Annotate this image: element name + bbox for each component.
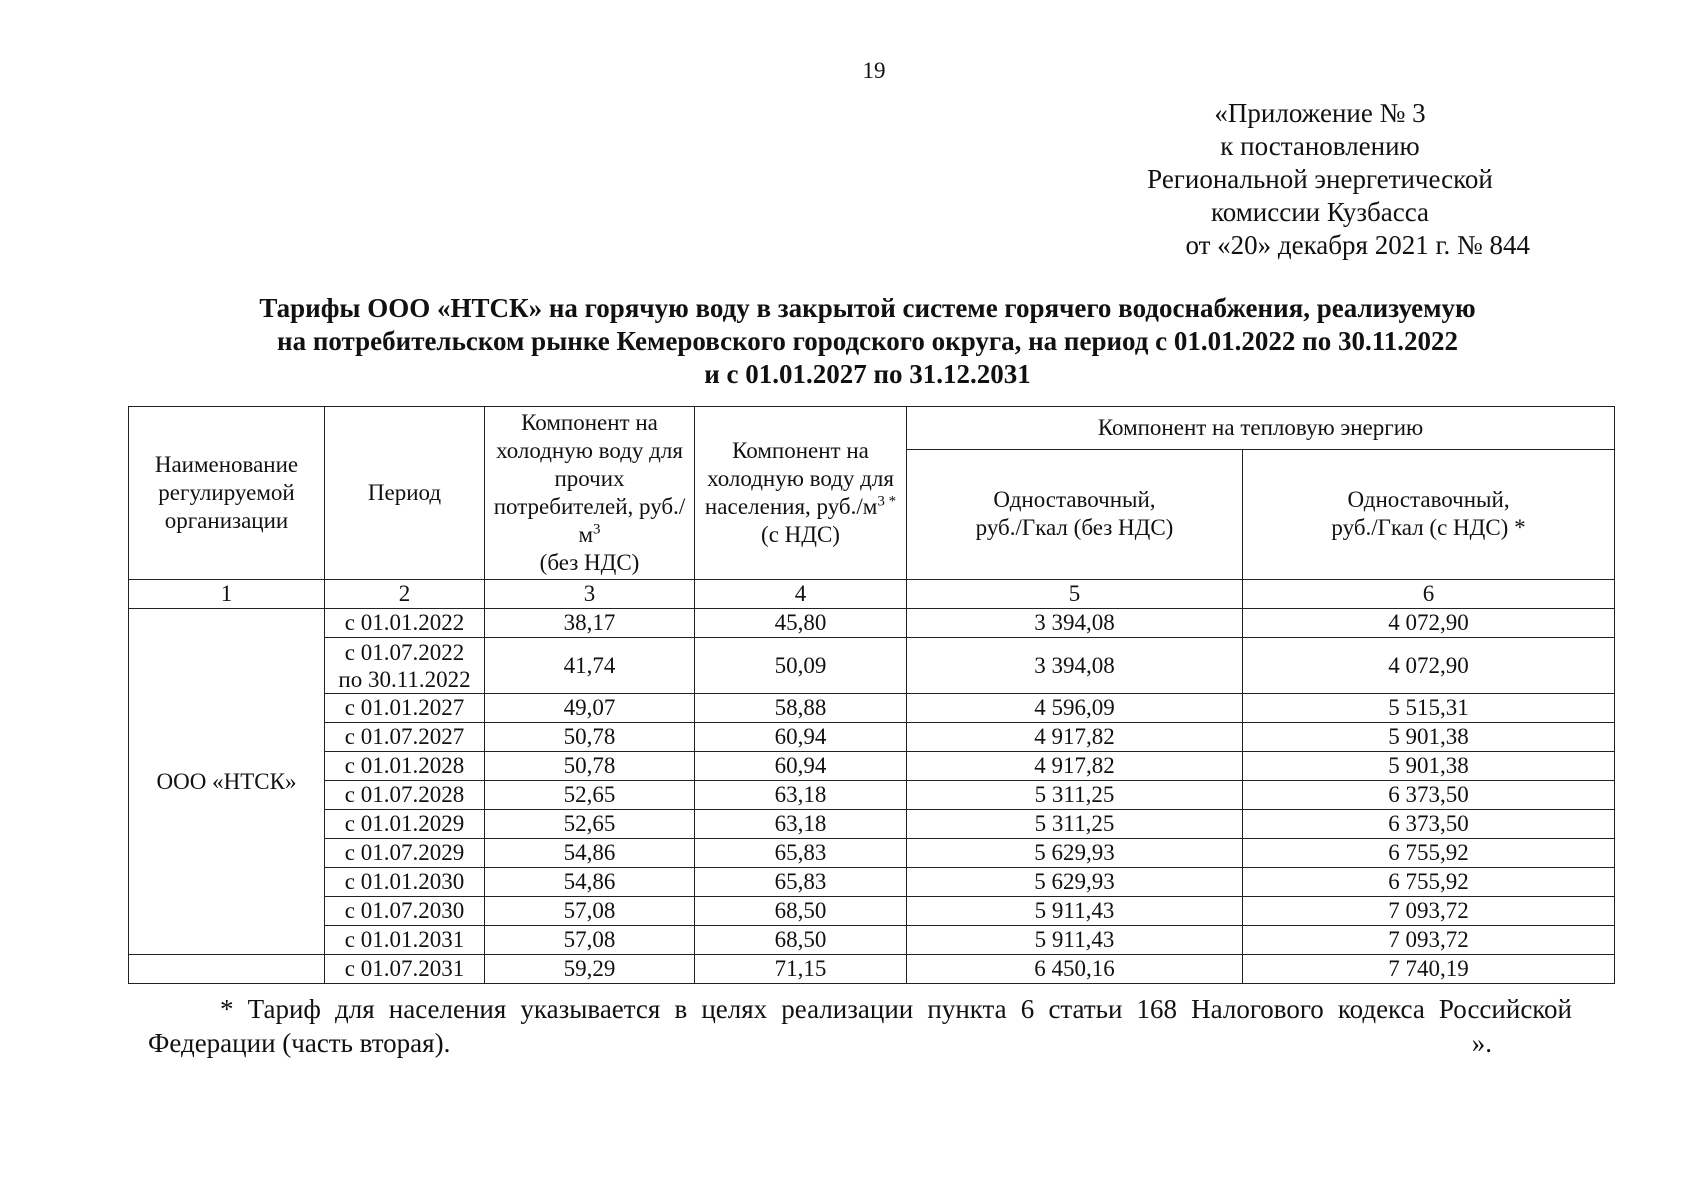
heat-vat-cell: 7 093,72	[1243, 926, 1615, 955]
header-heat-no-vat	[907, 449, 1243, 579]
title-line: на потребительском рынке Кемеровского городского округа, на период с 01.01.2022 по 30.11.2022	[277, 326, 1458, 356]
title-line: и с 01.01.2027 по 31.12.2031	[704, 359, 1031, 389]
header-text: Одноставочный,	[993, 487, 1156, 513]
heat-no-vat-cell: 5 911,43	[907, 897, 1243, 926]
cold-pop-cell: 63,18	[695, 781, 907, 810]
table-row	[129, 868, 1615, 897]
column-number: 1	[129, 580, 325, 609]
cold-other-cell: 54,86	[485, 839, 695, 868]
heat-vat-cell: 4 072,90	[1243, 609, 1615, 638]
table-row	[129, 694, 1615, 723]
superscript: 3 *	[877, 493, 897, 510]
heat-no-vat-cell: 3 394,08	[907, 638, 1243, 694]
period-cell: с 01.07.2029	[325, 839, 485, 868]
cold-other-cell: 54,86	[485, 868, 695, 897]
heat-vat-cell: 6 373,50	[1243, 810, 1615, 839]
period-cell: с 01.01.2027	[325, 694, 485, 723]
tariff-table	[128, 406, 1615, 984]
heat-vat-cell: 6 373,50	[1243, 781, 1615, 810]
header-cold-population	[695, 407, 907, 580]
period-cell: с 01.07.2027	[325, 723, 485, 752]
table-row	[129, 609, 1615, 638]
cold-other-cell: 50,78	[485, 723, 695, 752]
cold-pop-cell: 60,94	[695, 723, 907, 752]
cold-pop-cell: 58,88	[695, 694, 907, 723]
column-number: 2	[325, 580, 485, 609]
cold-pop-cell: 68,50	[695, 897, 907, 926]
cold-pop-cell: 45,80	[695, 609, 907, 638]
cold-pop-cell: 63,18	[695, 810, 907, 839]
title-line: Тарифы ООО «НТСК» на горячую воду в закрытой системе горячего водоснабжения, реализуемую	[259, 293, 1476, 323]
period-cell: с 01.07.2030	[325, 897, 485, 926]
cold-other-cell: 57,08	[485, 897, 695, 926]
heat-vat-cell: 5 901,38	[1243, 752, 1615, 781]
heat-no-vat-cell: 4 596,09	[907, 694, 1243, 723]
table-row	[129, 955, 1615, 984]
table-row	[129, 752, 1615, 781]
header-text: руб./Гкал (с НДС) *	[1331, 515, 1526, 541]
header-cold-population-text: Компонент на холодную воду для населения, руб./м	[704, 438, 894, 519]
cold-other-cell: 59,29	[485, 955, 695, 984]
table-row	[129, 897, 1615, 926]
column-number: 4	[695, 580, 907, 609]
heat-vat-cell: 4 072,90	[1243, 638, 1615, 694]
header-text: руб./Гкал (без НДС)	[975, 515, 1174, 541]
heat-no-vat-cell: 4 917,82	[907, 723, 1243, 752]
appendix-line: от «20» декабря 2021 г. № 844	[1185, 230, 1530, 260]
heat-vat-cell: 7 740,19	[1243, 955, 1615, 984]
appendix-header	[1110, 97, 1530, 262]
heat-vat-cell: 5 901,38	[1243, 723, 1615, 752]
heat-no-vat-cell: 6 450,16	[907, 955, 1243, 984]
heat-no-vat-cell: 5 911,43	[907, 926, 1243, 955]
page-number: 19	[862, 58, 886, 83]
column-number-row	[129, 580, 1615, 609]
period-line: с 01.07.2022	[344, 639, 465, 665]
cold-pop-cell: 65,83	[695, 868, 907, 897]
period-cell	[325, 638, 485, 694]
heat-no-vat-cell: 5 311,25	[907, 781, 1243, 810]
footnote	[148, 992, 1572, 1060]
table-row	[129, 781, 1615, 810]
header-cold-other-note: (без НДС)	[539, 550, 640, 575]
heat-vat-cell: 5 515,31	[1243, 694, 1615, 723]
cold-other-cell: 52,65	[485, 810, 695, 839]
period-cell: с 01.01.2028	[325, 752, 485, 781]
column-number: 6	[1243, 580, 1615, 609]
heat-no-vat-cell: 5 311,25	[907, 810, 1243, 839]
header-cold-other-text: Компонент на холодную воду для прочих потребителей, руб./м	[493, 410, 686, 547]
appendix-line: «Приложение № 3	[1214, 98, 1426, 128]
heat-no-vat-cell: 5 629,93	[907, 839, 1243, 868]
appendix-line: к постановлению	[1220, 131, 1420, 161]
cold-other-cell: 52,65	[485, 781, 695, 810]
heat-no-vat-cell: 3 394,08	[907, 609, 1243, 638]
organization-cell: ООО «НТСК»	[129, 609, 325, 955]
empty-cell	[129, 955, 325, 984]
heat-no-vat-cell: 5 629,93	[907, 868, 1243, 897]
header-cold-population-note: (с НДС)	[761, 522, 840, 547]
cold-pop-cell: 65,83	[695, 839, 907, 868]
cold-other-cell: 49,07	[485, 694, 695, 723]
column-number: 3	[485, 580, 695, 609]
footnote-text: * Тариф для населения указывается в целях реализации пункта 6 статьи 168 Налогового кодекса Российской Федерации (часть вторая).	[148, 994, 1572, 1058]
period-cell: с 01.01.2029	[325, 810, 485, 839]
table-row	[129, 926, 1615, 955]
appendix-line: Региональной энергетической	[1147, 164, 1493, 194]
document-title	[180, 292, 1555, 391]
heat-vat-cell: 6 755,92	[1243, 868, 1615, 897]
header-cold-other	[485, 407, 695, 580]
period-cell: с 01.01.2030	[325, 868, 485, 897]
period-line: по 30.11.2022	[338, 666, 471, 692]
cold-other-cell: 41,74	[485, 638, 695, 694]
cold-other-cell: 50,78	[485, 752, 695, 781]
cold-pop-cell: 50,09	[695, 638, 907, 694]
header-text: Одноставочный,	[1347, 487, 1510, 513]
cold-other-cell: 38,17	[485, 609, 695, 638]
heat-vat-cell: 7 093,72	[1243, 897, 1615, 926]
heat-no-vat-cell: 4 917,82	[907, 752, 1243, 781]
period-cell: с 01.07.2028	[325, 781, 485, 810]
cold-pop-cell: 60,94	[695, 752, 907, 781]
closing-quote: ».	[1471, 1028, 1492, 1058]
heat-vat-cell: 6 755,92	[1243, 839, 1615, 868]
column-number: 5	[907, 580, 1243, 609]
period-cell: с 01.01.2022	[325, 609, 485, 638]
period-cell: с 01.01.2031	[325, 926, 485, 955]
cold-pop-cell: 71,15	[695, 955, 907, 984]
header-org: Наименование регулируемой организации	[129, 407, 325, 580]
header-heat-vat	[1243, 449, 1615, 579]
table-row	[129, 810, 1615, 839]
superscript: 3	[593, 521, 601, 538]
cold-other-cell: 57,08	[485, 926, 695, 955]
period-cell: с 01.07.2031	[325, 955, 485, 984]
table-row	[129, 638, 1615, 694]
header-period: Период	[325, 407, 485, 580]
cold-pop-cell: 68,50	[695, 926, 907, 955]
header-heat-group: Компонент на тепловую энергию	[907, 407, 1615, 450]
table-row	[129, 723, 1615, 752]
appendix-line: комиссии Кузбасса	[1210, 197, 1430, 227]
table-row	[129, 839, 1615, 868]
